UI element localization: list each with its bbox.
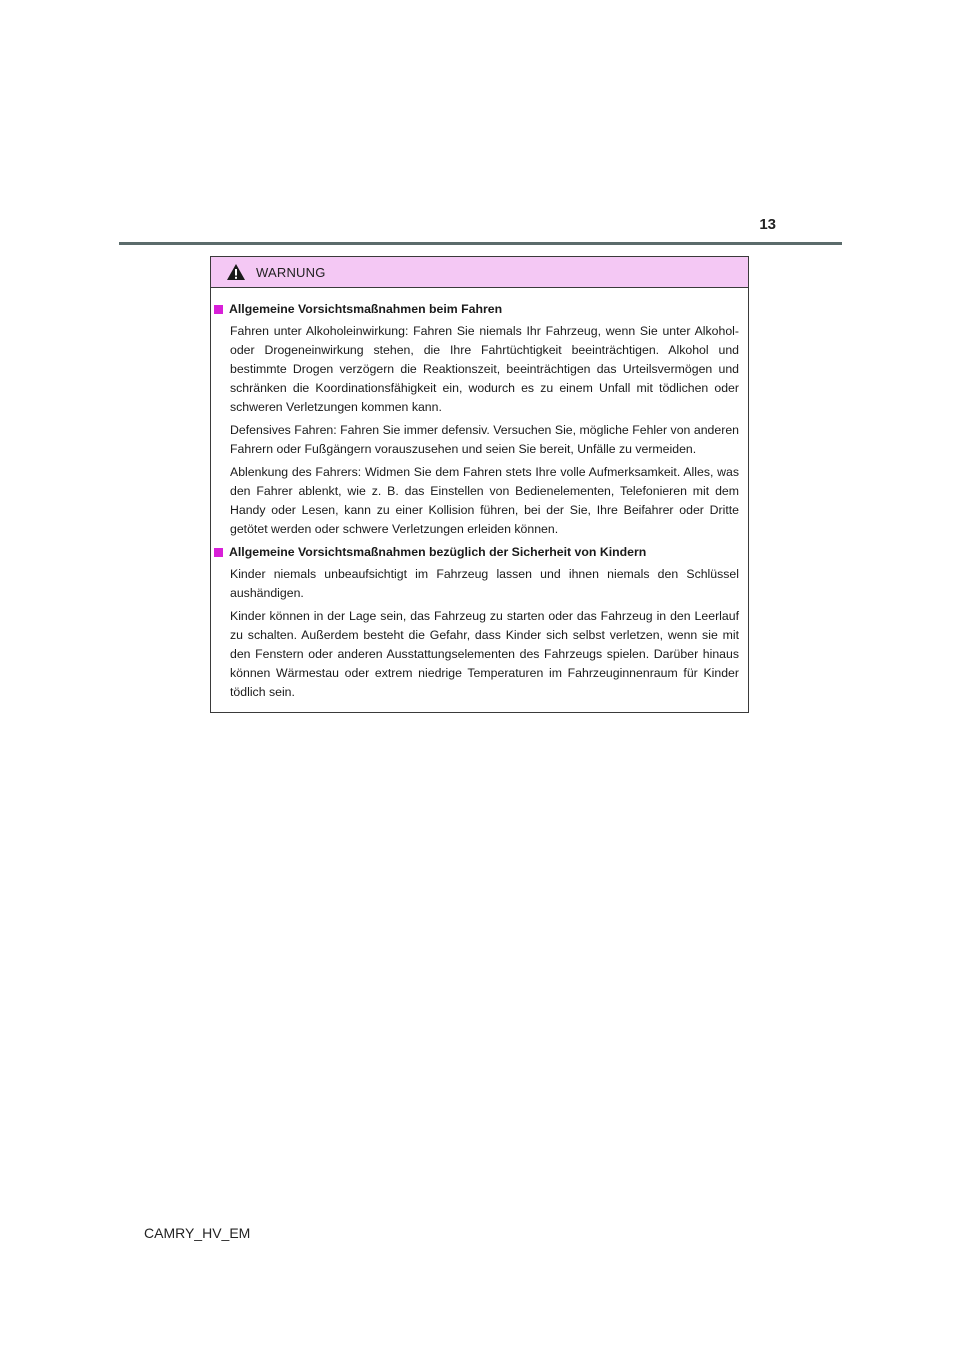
footer-code: CAMRY_HV_EM [144,1225,251,1241]
warning-header [211,257,748,288]
paragraph: Kinder niemals unbeaufsichtigt im Fahrzeug lassen und ihnen niemals den Schlüssel aushändigen. [230,567,739,600]
warning-box [210,256,749,713]
paragraph: Kinder können in der Lage sein, das Fahrzeug zu starten oder das Fahrzeug in den Leerlauf zu schalten. Außerdem besteht die Gefahr, dass Kinder sich selbst verletzen, wenn sie mit den Fenstern oder anderen Ausstattungselementen des Fahrzeugs spielen. Darüber hinaus können Wärmestau oder extrem niedrige Temperaturen im Fahrzeuginnenraum für Kinder tödlich sein. [230,609,739,699]
paragraph: Fahren unter Alkoholeinwirkung: Fahren Sie niemals Ihr Fahrzeug, wenn Sie unter Alkohol- oder Drogeneinwirkung stehen, die Ihre Fahrtüchtigkeit beeinträchtigen. Alkohol und bestimmte Drogen verzögern die Reaktionszeit, beeinträchtigen das Urteilsvermögen und schränken die Koordinationsfähigkeit ein, wodurch es zu einem Unfall mit tödlichen oder schweren Verletzungen kommen kann. [230,324,739,414]
section-heading [214,300,739,319]
warning-triangle-icon [226,263,246,281]
section-heading-text: Allgemeine Vorsichtsmaßnahmen beim Fahren [229,302,503,316]
paragraph: Defensives Fahren: Fahren Sie immer defensiv. Versuchen Sie, mögliche Fehler von anderen Fahrern oder Fußgängern vorauszusehen und seien Sie bereit, Unfälle zu vermeiden. [230,423,739,456]
section-heading-text: Allgemeine Vorsichtsmaßnahmen bezüglich der Sicherheit von Kindern [229,545,647,559]
section-heading [214,543,739,562]
paragraph: Ablenkung des Fahrers: Widmen Sie dem Fahren stets Ihre volle Aufmerksamkeit. Alles, was den Fahrer ablenkt, wie z. B. das Einstellen von Bedienelementen, Telefonieren mit dem Handy oder Lesen, kann zu einer Kollision führen, bei der Sie, Ihre Beifahrer oder Dritte getötet werden oder schwere Verletzungen erleiden können. [230,465,739,536]
square-bullet-icon [214,548,223,557]
header-rule [119,242,842,245]
warning-title: WARNUNG [256,264,326,280]
square-bullet-icon [214,305,223,314]
page-number: 13 [759,216,776,233]
warning-body [211,288,748,702]
